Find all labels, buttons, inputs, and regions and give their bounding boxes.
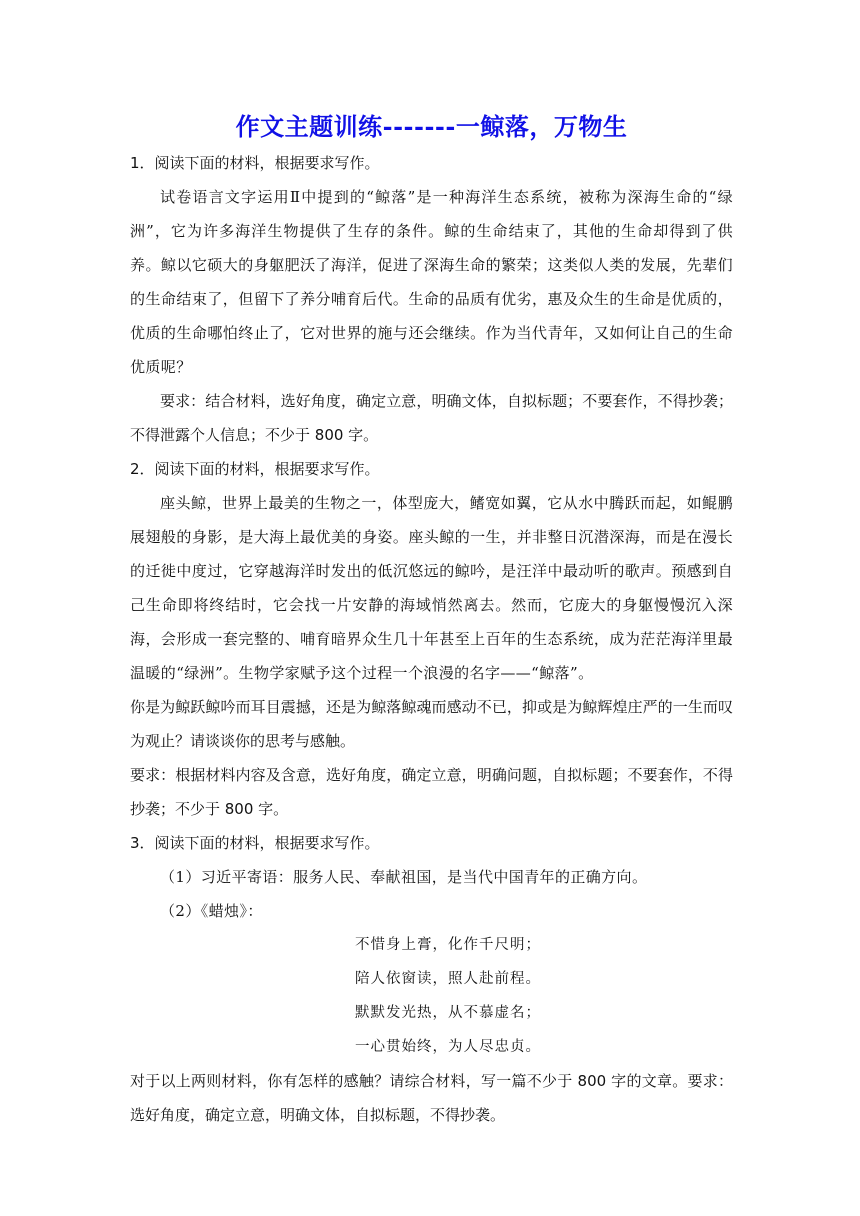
q3-item-2: （2）《蜡烛》： xyxy=(160,902,263,920)
q1-requirement: 要求：结合材料，选好角度，确定立意，明确文体，自拟标题；不要套作，不得抄袭；不得泄露个人信息；不少于 800 字。 xyxy=(130,392,733,444)
q3-heading: 3．阅读下面的材料，根据要求写作。 xyxy=(130,834,380,852)
q2-requirement: 要求：根据材料内容及含意，选好角度，确定立意，明确问题，自拟标题；不要套作，不得抄袭；不少于 800 字。 xyxy=(130,766,733,818)
document-title: 作文主题训练-------一鲸落，万物生 xyxy=(235,112,628,141)
poem-line: 默默发光热，从不慕虚名； xyxy=(355,1005,541,1021)
q3-prompt: 对于以上两则材料，你有怎样的感触？请综合材料，写一篇不少于 800 字的文章。要求：选好角度，确定立意，明确文体，自拟标题，不得抄袭。 xyxy=(130,1072,733,1124)
q2-prompt: 你是为鲸跃鲸吟而耳目震撼，还是为鲸落鲸魂而感动不已，抑或是为鲸辉煌庄严的一生而叹为观止？请谈谈你的思考与感触。 xyxy=(130,698,733,750)
document-body xyxy=(130,108,733,1132)
q3-item-1: （1）习近平寄语：服务人民、奉献祖国，是当代中国青年的正确方向。 xyxy=(160,868,648,886)
q2-heading: 2．阅读下面的材料，根据要求写作。 xyxy=(130,460,380,478)
q1-heading: 1．阅读下面的材料，根据要求写作。 xyxy=(130,154,380,172)
poem-line: 陪人依窗读，照人赴前程。 xyxy=(355,971,541,987)
poem-line: 一心贯始终，为人尽忠贞。 xyxy=(355,1039,541,1055)
q2-material: 座头鲸，世界上最美的生物之一，体型庞大，鳍宽如翼，它从水中腾跃而起，如鲲鹏展翅般的身影，是大海上最优美的身姿。座头鲸的一生，并非整日沉潜深海，而是在漫长的迁徙中度过，它穿越海洋时发出的低沉悠远的鲸吟，是汪洋中最动听的歌声。预感到自己生命即将终结时，它会找一片安静的海域悄然离去。然而，它庞大的身躯慢慢沉入深海，会形成一套完整的、哺育暗界众生几十年甚至上百年的生态系统，成为茫茫海洋里最温暖的“绿洲”。生物学家赋予这个过程一个浪漫的名字——“鲸落”。 xyxy=(130,494,733,682)
q1-material: 试卷语言文字运用Ⅱ中提到的“鲸落”是一种海洋生态系统，被称为深海生命的“绿洲”，它为许多海洋生物提供了生存的条件。鲸的生命结束了，其他的生命却得到了供养。鲸以它硕大的身躯肥沃了海洋，促进了深海生命的繁荣；这类似人类的发展，先辈们的生命结束了，但留下了养分哺育后代。生命的品质有优劣，惠及众生的生命是优质的，优质的生命哪怕终止了，它对世界的施与还会继续。作为当代青年，又如何让自己的生命优质呢？ xyxy=(130,188,733,376)
poem-line: 不惜身上膏，化作千尺明； xyxy=(355,937,541,953)
